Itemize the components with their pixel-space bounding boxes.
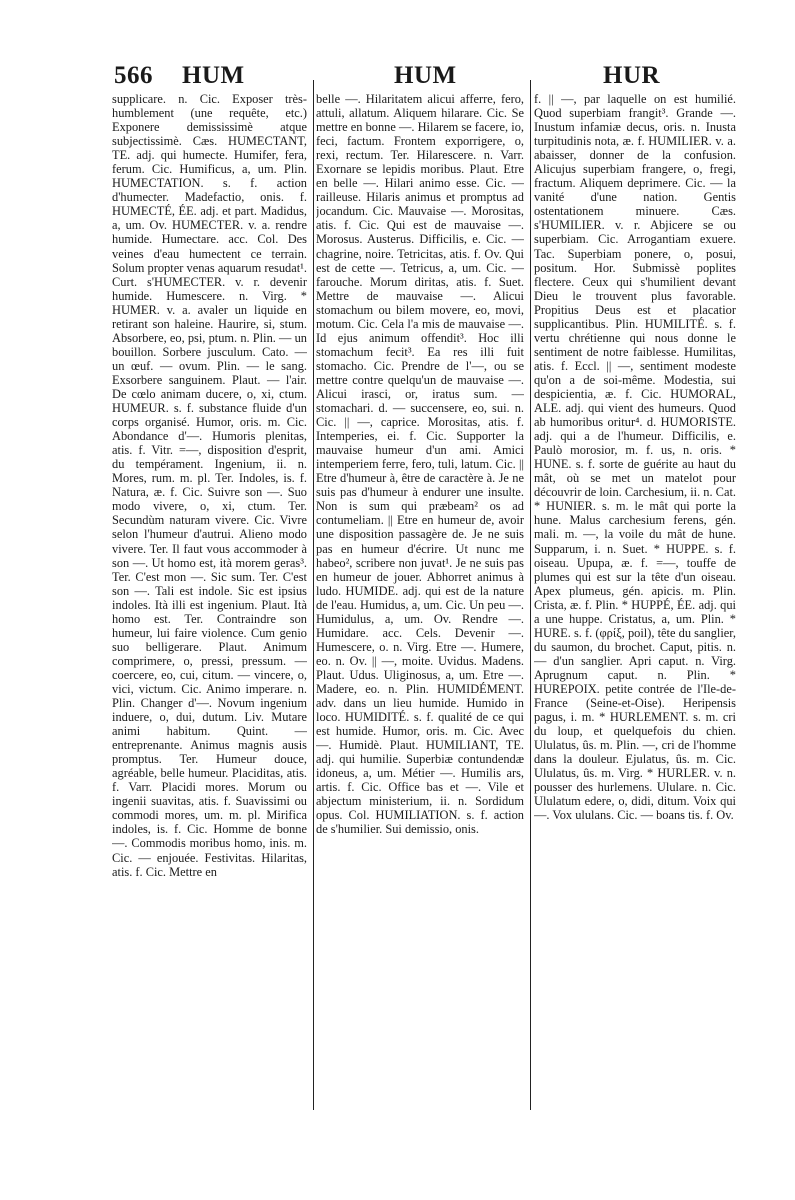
dictionary-column-3	[534, 92, 736, 1118]
page-number: 566	[114, 62, 153, 89]
running-header	[0, 62, 795, 92]
column-3-text: f. || —, par laquelle on est humilié. Quod superbiam frangit³. Grande —. Inustum infamiæ decus, oris. n. Inusta turpitudinis nota, æ. f. HUMILIER. v. a. abaisser, donner de la confusion. Alicujus superbiam frangere, o, fregi, fractum. Aliquem deprimere. Cic. — la vanité d'une nation. Gentis ostentationem minuere. Cæs. s'HUMILIER. v. r. Abjicere se ou superbiam. Cic. Arrogantiam exuere. Tac. Superbiam ponere, o, posui, positum. Hor. Submissè poplites flectere. Ceux qui s'humilient devant Dieu le trouvent plus favorable. Propitius Deus est et placatior supplicantibus. Plin. HUMILITÉ. s. f. vertu chrétienne qui nous donne le sentiment de notre faiblesse. Humilitas, atis. f. Eccl. || —, sentiment modeste qu'on a de soi-même. Modestia, sui despicientia, æ. f. Cic. HUMORAL, ALE. adj. qui vient des humeurs. Quod ab humoribus oritur⁴. d. HUMORISTE. adj. qui a de l'humeur. Difficilis, e. Paulò morosior, m. f. us, n. oris. * HUNE. s. f. sorte de guérite au haut du mât, où se met un matelot pour découvrir de loin. Carchesium, ii. n. Cat. * HUNIER. s. m. le mât qui porte la hune. Malus carchesium ferens, gén. mali. m. —, la voile du mât de hune. Supparum, i. n. Suet. * HUPPE. s. f. oiseau. Upupa, æ. f. =—, touffe de plumes qui est sur la tête d'un oiseau. Apex plumeus, gén. apicis. m. Plin. Crista, æ. f. Plin. * HUPPÉ, ÉE. adj. qui a une huppe. Cristatus, a, um. Plin. * HURE. s. f. (φρίξ, poil), tête du sanglier, du saumon, du brochet. Caput, pitis. n. — d'un sanglier. Apri caput. n. Virg. Aprugnum caput. n. Plin. * HUREPOIX. petite contrée de l'Ile-de-France (Seine-et-Oise). Heripensis pagus, i. m. * HURLEMENT. s. m. cri du loup, et quelquefois du chien. Ululatus, ûs. m. Plin. —, cri de l'homme dans la douleur. Ejulatus, ûs. m. Cic. Ululatus, ûs. m. Virg. * HURLER. v. n. pousser des hurlemens. Ululare. n. Cic. Ululatum edere, o, didi, ditum. Voix qui —. Vox ululans. Cic. — boans tis. f. Ov.	[534, 92, 736, 823]
column-divider-right	[530, 80, 531, 1110]
guide-word-center: HUM	[394, 62, 457, 89]
guide-word-left: HUM	[182, 62, 245, 89]
column-divider-left	[313, 80, 314, 1110]
guide-word-right: HUR	[603, 62, 661, 89]
dictionary-column-1	[112, 92, 307, 1118]
column-1-text: supplicare. n. Cic. Exposer très-humblement (une requête, etc.) Exponere demississimè atque subjectissimè. Cæs. HUMECTANT, TE. adj. qui humecte. Humifer, fera, ferum. Cic. Humificus, a, um. Plin. HUMECTATION. s. f. action d'humecter. Madefactio, onis. f. HUMECTÉ, ÉE. adj. et part. Madidus, a, um. Ov. HUMECTER. v. a. rendre humide. Humectare. acc. Col. Des veines d'eau humectent ce terrain. Solum propter venas aquarum resudat¹. Curt. s'HUMECTER. v. r. devenir humide. Humescere. n. Virg. * HUMER. v. a. avaler un liquide en retirant son haleine. Haurire, si, stum. Absorbere, eo, psi, ptum. n. Plin. — un bouillon. Sorbere jusculum. Cato. — un œuf. — ovum. Plin. — le sang. Exsorbere sanguinem. Plaut. — l'air. De cœlo animam ducere, o, xi, ctum. HUMEUR. s. f. substance fluide d'un corps organisé. Humor, oris. m. Cic. Abondance d'—. Humoris plenitas, atis. f. Vitr. =—, disposition d'esprit, du tempérament. Ingenium, ii. n. Mores, rum. m. pl. Ter. Indoles, is. f. Natura, æ. f. Cic. Suivre son —. Suo modo vivere, o, xi, ctum. Ter. Secundùm naturam vivere. Cic. Vivre selon l'humeur d'autrui. Alieno modo vivere. Ter. Il faut vous accommoder à son —. Ut homo est, ità morem geras³. Ter. C'est mon —. Sic sum. Ter. C'est son —. Tali est indole. Sic est ipsius indoles. Ità illi est ingenium. Plaut. Ità homo est. Ter. Contraindre son humeur, lui faire violence. Cum genio suo belligerare. Plaut. Animum comprimere, o, pressi, pressum. — coercere, eo, cui, citum. — vincere, o, vici, victum. Cic. Animo imperare. n. Plin. Changer d'—. Novum ingenium induere, o, dui, dutum. Liv. Mutare animi habitum. Quint. — entreprenante. Animus magnis ausis promptus. Ter. Humeur douce, agréable, belle humeur. Placiditas, atis. f. Varr. Placidi mores. Morum ou ingenii suavitas, atis. f. Suavissimi ou commodi mores, um. m. pl. Mirifica indoles, is. f. Cic. Homme de bonne —. Commodis moribus homo, inis. m. Cic. — enjouée. Festivitas. Hilaritas, atis. f. Cic. Mettre en	[112, 92, 307, 879]
dictionary-column-2	[316, 92, 524, 1118]
column-2-text: belle —. Hilaritatem alicui afferre, fero, attuli, allatum. Aliquem hilarare. Cic. Se mettre en bonne —. Hilarem se facere, io, feci, factum. Frontem exporrigere, o, rexi, rectum. Ter. Hilarescere. n. Varr. Exornare se lepidis moribus. Plaut. Etre en belle —. Hilari animo esse. Cic. — railleuse. Hilaris animus et promptus ad jocandum. Cic. Mauvaise —. Morositas, atis. f. Cic. Qui est de mauvaise —. Morosus. Austerus. Difficilis, e. Cic. — chagrine, noire. Tetricitas, atis. f. Ov. Qui est de cette —. Tetricus, a, um. Cic. — farouche. Morum diritas, atis. f. Suet. Mettre de mauvaise —. Alicui stomachum ou bilem movere, eo, movi, motum. Cic. Cela l'a mis de mauvaise —. Id ejus animum offendit³. Hoc illi stomachum fecit³. Ea res illi fuit stomacho. Cic. Prendre de l'—, ou se mettre contre quelqu'un de mauvaise —. Alicui irasci, or, iratus sum. — stomachari. d. — succensere, eo, sui. n. Cic. || —, caprice. Morositas, atis. f. Intemperies, ei. f. Cic. Supporter la mauvaise humeur d'un ami. Amici intemperiem ferre, fero, tuli, latum. Cic. || Etre d'humeur à, être de caractère à. Je ne suis pas d'humeur à endurer une insulte. Non is sum qui præbeam² os ad contumeliam. || Etre en humeur de, avoir une disposition passagère de. Je ne suis pas en humeur d'écrire. Ut nunc me habeo², scribere non juvat¹. Je ne suis pas en humeur de jouer. Abhorret animus à ludo. HUMIDE. adj. qui est de la nature de l'eau. Humidus, a, um. Cic. Un peu —. Humidulus, a, um. Ov. Rendre —. Humidare. acc. Cels. Devenir —. Humescere, o. n. Virg. Etre —. Humere, eo. n. Ov. || —, moite. Uvidus. Madens. Plaut. Udus. Uliginosus, a, um. Etre —. Madere, eo. n. Plin. HUMIDÉMENT. adv. dans un lieu humide. Humido in loco. HUMIDITÉ. s. f. qualité de ce qui est humide. Humor, oris. m. Cic. Avec —. Humidè. Plaut. HUMILIANT, TE. adj. qui humilie. Superbiæ contundendæ idoneus, a, um. Métier —. Humilis ars, artis. f. Cic. Office bas et —. Vile et abjectum ministerium, ii. n. Sordidum opus. Col. HUMILIATION. s. f. action de s'humilier. Sui demissio, onis.	[316, 92, 524, 837]
